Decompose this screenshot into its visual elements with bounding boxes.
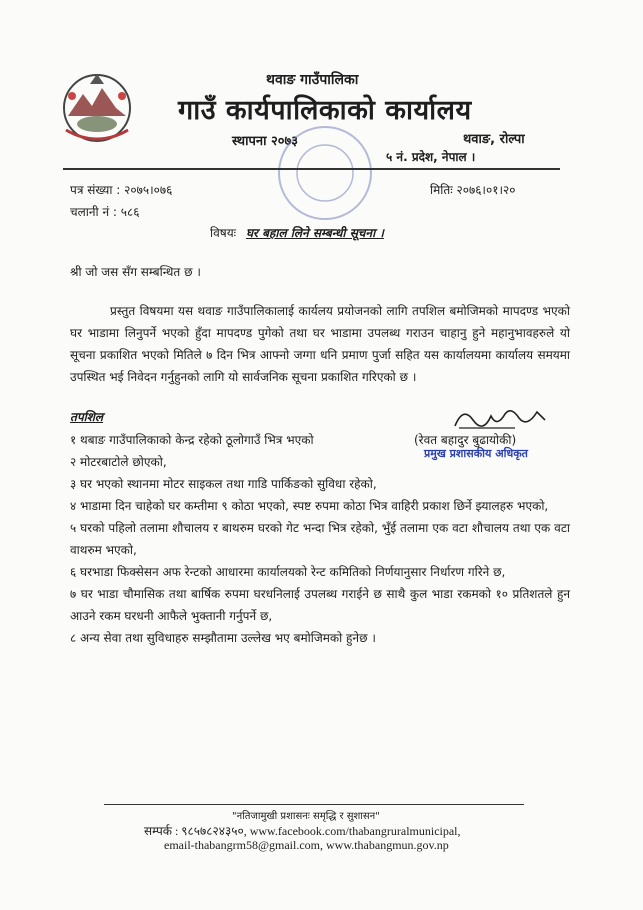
address-line-1: थवाङ, रोल्पा (463, 132, 525, 147)
list-item: ६ घरभाडा फिक्सेसन अफ रेन्टको आधारमा कार्यालयको रेन्ट कमितिको निर्णयानुसार निर्धारण गरिने छ, (70, 565, 506, 579)
requirements-list (70, 429, 570, 649)
established-year: स्थापना २०७३ (232, 134, 299, 149)
list-item: १ थबाङ गाउँपालिकाको केन्द्र रहेको ठूलोगाउँ भित्र भएको (70, 433, 314, 447)
subject-label: विषयः (210, 226, 237, 240)
letter-date: मितिः २०७६।०१।२० (430, 183, 516, 197)
signatory-name: (रेवत बहादुर बुढायोकी) (414, 433, 517, 447)
office-stamp-icon (270, 118, 380, 228)
footer-divider (104, 804, 524, 805)
header-divider (63, 168, 560, 170)
list-item: २ मोटरबाटोले छोएको, (70, 455, 167, 469)
list-item: ४ भाडामा दिन चाहेको घर कम्तीमा ९ कोठा भएको, स्पष्ट रुपमा कोठा भित्र वाहिरी प्रकाश छिर्ने झ्यालहरु भएको, (70, 499, 549, 513)
contact-line-1: सम्पर्क : ९८५७८२४३५०, www.facebook.com/thabangruralmunicipal, (144, 824, 461, 838)
list-item: ७ घर भाडा चौमासिक तथा बार्षिक रुपमा घरधनिलाई उपलब्ध गराईने छ साथै कुल भाडा रकमको १० प्रतिशतले हुन आउने रकम घरधनी आफैले भुक्तानी गर्नुपर्ने छ, (70, 587, 570, 623)
footer-slogan: "नतिजामुखी प्रशासनः समृद्धि र सुशासन" (232, 811, 380, 822)
office-title: गाउँ कार्यपालिकाको कार्यालय (178, 95, 472, 126)
contact-line-2: email-thabangrm58@gmail.com, www.thabangmun.gov.np (164, 838, 449, 852)
reference-number: पत्र संख्या : २०७५।०७६ (70, 183, 173, 197)
salutation: श्री जो जस सँग सम्बन्धित छ । (70, 265, 201, 279)
list-item: ८ अन्य सेवा तथा सुविधाहरु सम्झौतामा उल्लेख भए बमोजिमको हुनेछ । (70, 631, 376, 645)
subject-text: घर बहाल लिने सम्बन्धी सूचना । (245, 226, 384, 240)
signatory-title: प्रमुख प्रशासकीय अधिकृत (424, 447, 528, 460)
list-heading: तपशिल (70, 410, 104, 424)
municipality-name: थवाङ गाउँपालिका (266, 72, 359, 88)
dispatch-number: चलानी नं : ५८६ (70, 205, 140, 219)
list-item: ५ घरको पहिलो तलामा शौचालय र बाथरुम घरको गेट भन्दा भित्र रहेको, भुँई तलामा एक वटा शौचालय तथा एक वटा वाथरुम भएको, (70, 521, 570, 557)
subject-line (210, 224, 384, 241)
list-item: ३ घर भएको स्थानमा मोटर साइकल तथा गाडि पार्किङको सुविधा रहेको, (70, 477, 377, 491)
address-line-2: ५ नं. प्रदेश, नेपाल । (386, 150, 476, 164)
nepal-emblem-icon (58, 66, 136, 148)
body-paragraph: प्रस्तुत विषयमा यस थवाङ गाउँपालिकालाई कार्यलय प्रयोजनको लागि तपशिल बमोजिमको मापदण्ड भएको घर भाडामा लिनुपर्ने भएको हुँदा मापदण्ड पुगेको तथा घर भाडामा उपलब्ध गराउन चाहानु हुने महानुभावहरुले यो सूचना प्रकाशित भएको मितिले ७ दिन भित्र आफ्नो जग्गा धनि प्रमाण पुर्जा सहित यस कार्यालयमा कार्यालय समयमा उपस्थित भई निवेदन गर्नुहुनको लागि यो सार्वजनिक सूचना प्रकाशित गरिएको छ । (70, 304, 570, 384)
